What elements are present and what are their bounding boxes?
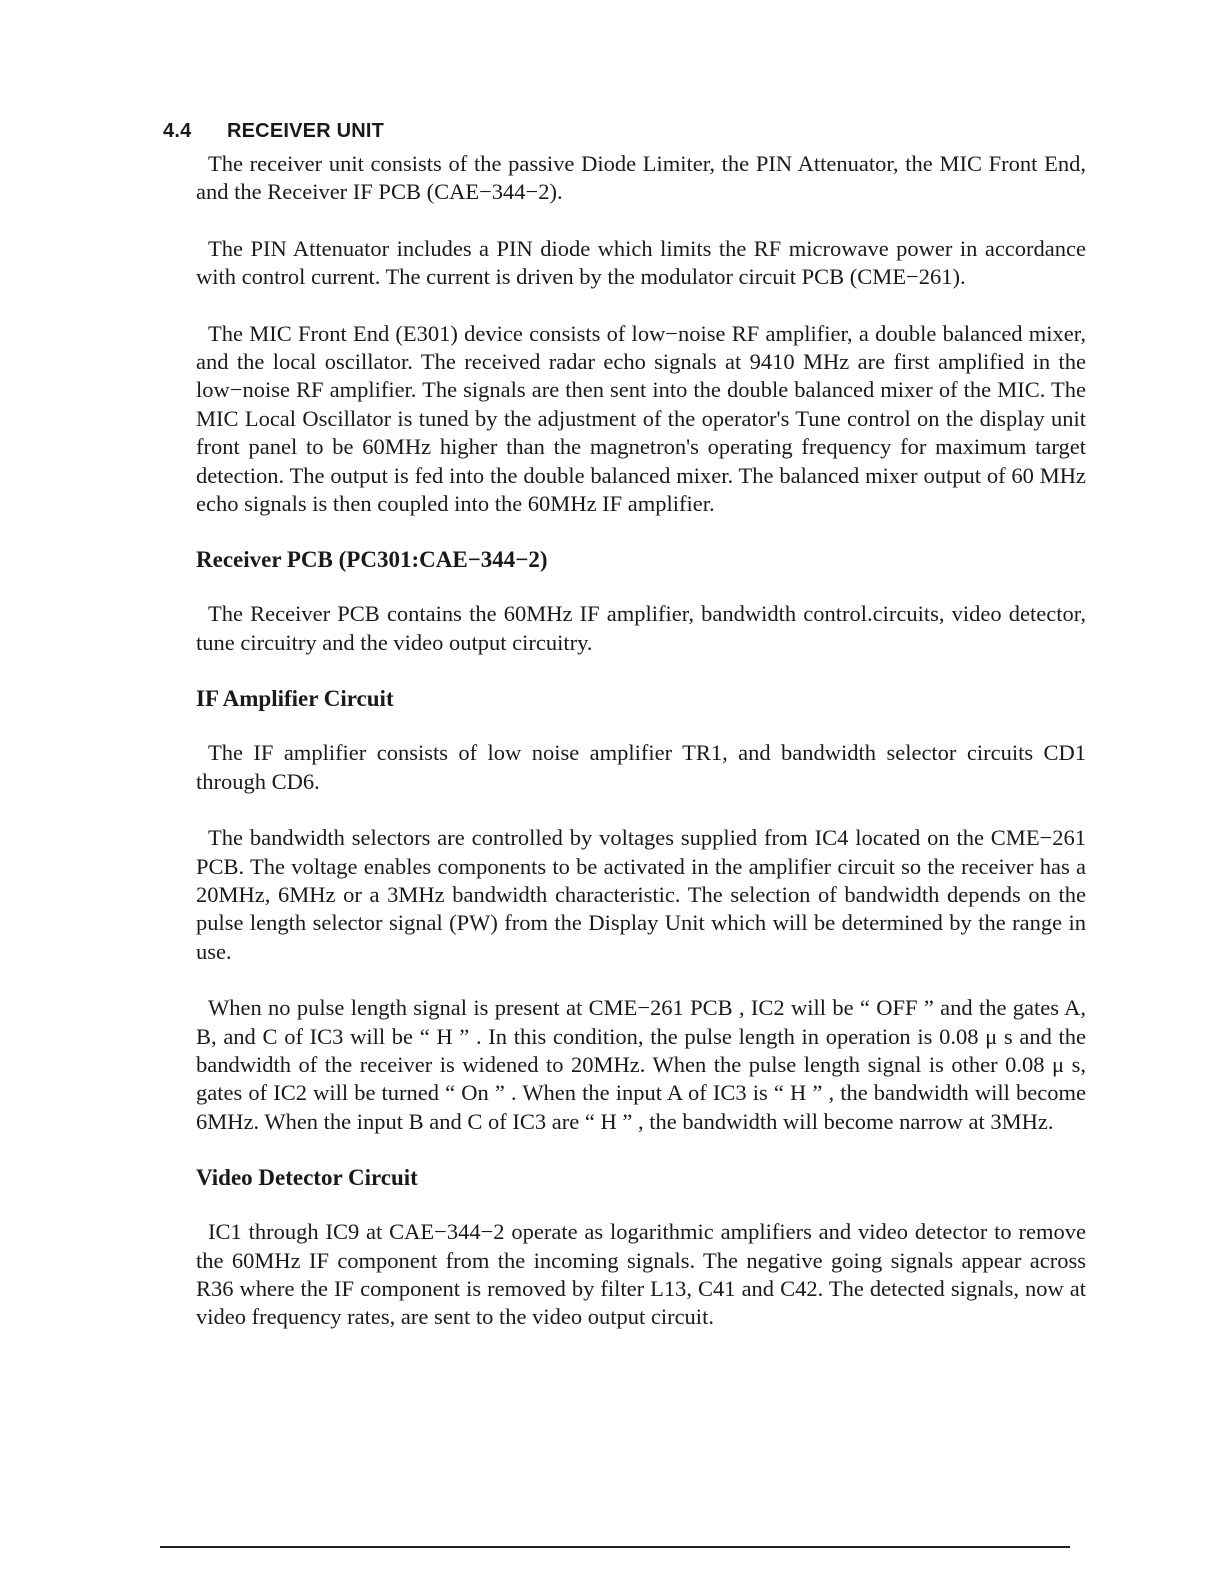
heading-receiver-pcb: Receiver PCB (PC301:CAE−344−2) <box>196 547 548 573</box>
document-body <box>196 150 1086 1360</box>
paragraph-receiver-overview: The receiver unit consists of the passive Diode Limiter, the PIN Attenuator, the MIC Front End, and the Receiver IF PCB (CAE−344−2). <box>196 151 1086 205</box>
section-number: 4.4 <box>163 120 192 142</box>
heading-video-detector: Video Detector Circuit <box>196 1165 418 1191</box>
section-heading <box>163 120 384 143</box>
paragraph-pin-attenuator: The PIN Attenuator includes a PIN diode which limits the RF microwave power in accordance with control current. The current is driven by the modulator circuit PCB (CME−261). <box>196 235 1086 290</box>
paragraph-if-amplifier: The IF amplifier consists of low noise amplifier TR1, and bandwidth selector circuits CD1 through CD6. <box>196 740 1086 794</box>
paragraph-bandwidth-selectors: The bandwidth selectors are controlled by voltages supplied from IC4 located on the CME−261 PCB. The voltage enables components to be activated in the amplifier circuit so the receiver has a 20MHz, 6MHz or a 3MHz bandwidth characteristic. The selection of bandwidth depends on the pulse length selector signal (PW) from the Display Unit which will be determined by the range in use. <box>196 825 1086 964</box>
paragraph-mic-front-end: The MIC Front End (E301) device consists of low−noise RF amplifier, a double balanced mixer, and the local oscillator. The received radar echo signals at 9410 MHz are first amplified in the low−noise RF amplifier. The signals are then sent into the double balanced mixer of the MIC. The MIC Local Oscillator is tuned by the adjustment of the operator's Tune control on the display unit front panel to be 60MHz higher than the magnetron's operating frequency for maximum target detection. The output is fed into the double balanced mixer. The balanced mixer output of 60 MHz echo signals is then coupled into the 60MHz IF amplifier. <box>196 320 1086 517</box>
paragraph-pulse-length: When no pulse length signal is present at CME−261 PCB , IC2 will be “ OFF ” and the gates A, B, and C of IC3 will be “ H ” . In this condition, the pulse length in operation is 0.08 μ s and the bandwidth of the receiver is widened to 20MHz. When the pulse length signal is other 0.08 μ s, gates of IC2 will be turned “ On ” . When the input A of IC3 is “ H ” , the bandwidth will become 6MHz. When the input B and C of IC3 are “ H ” , the bandwidth will become narrow at 3MHz. <box>196 995 1086 1134</box>
paragraph-video-detector: IC1 through IC9 at CAE−344−2 operate as logarithmic amplifiers and video detector to remove the 60MHz IF component from the incoming signals. The negative going signals appear across R36 where the IF component is removed by filter L13, C41 and C42. The detected signals, now at video frequency rates, are sent to the video output circuit. <box>196 1219 1086 1330</box>
heading-if-amplifier: IF Amplifier Circuit <box>196 686 394 712</box>
paragraph-receiver-pcb: The Receiver PCB contains the 60MHz IF amplifier, bandwidth control.circuits, video detector, tune circuitry and the video output circuitry. <box>196 601 1086 655</box>
section-title: RECEIVER UNIT <box>227 120 385 142</box>
footer-rule <box>160 1546 1070 1548</box>
